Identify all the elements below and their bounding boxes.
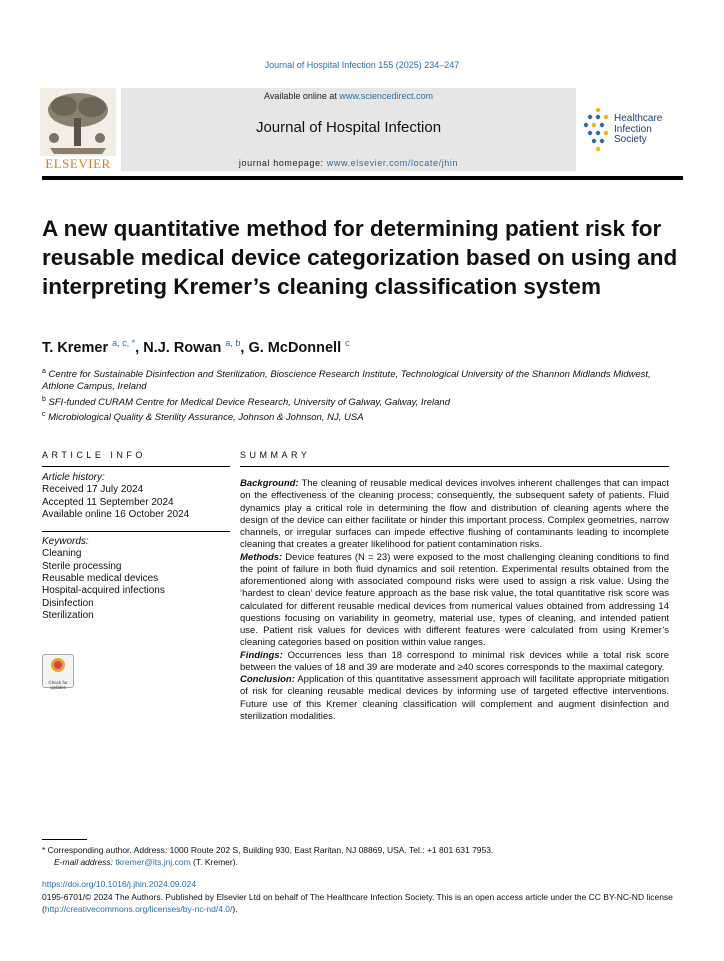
summary-body [240, 478, 669, 723]
elsevier-wordmark: ELSEVIER [45, 156, 111, 171]
header-rule [42, 176, 683, 180]
updates-icon [43, 655, 73, 675]
affiliation [42, 366, 682, 394]
society-name-line: Infection [614, 123, 652, 135]
available-prefix: Available online at [264, 91, 340, 101]
license-link[interactable]: http://creativecommons.org/licenses/by-nc-nd/4.0/ [44, 904, 233, 914]
keyword: Sterile processing [42, 560, 122, 572]
methods-text: Device features (N = 23) were exposed to the most challenging cleaning conditions to find the point of failure in both fluid dynamics and soil retention. Experimental results obtained from the aforementioned along with associated compound risks were used to assign a risk value. Using the ‘hardest to clean’ device feature approach as the base risk value, the total quantitative risk score was calculated for different reusable medical devices from numerical values obtained from addressing 14 questions focusing on variability in geometry, material use, types of cleaning, and intended patient use. Patient risk values for devices with different features were calculated from using Kremer’s cleaning categories based on position within value ranges. [240, 551, 669, 649]
article-info-heading: ARTICLE INFO [42, 450, 146, 460]
license-prefix: 0195-6701/© 2024 The Authors. Published by Elsevier Ltd on behalf of The Healthcare Infection Society. This is an open access article under the CC BY-NC-ND license ( [42, 892, 673, 914]
affiliations [42, 366, 682, 425]
findings-label: Findings: [240, 649, 283, 661]
article-info-rule [42, 466, 230, 467]
author-sup[interactable]: c [345, 338, 350, 348]
background-text: The cleaning of reusable medical devices involves inherent challenges that can impact on the effectiveness of the cleaning process; consequently, the subsequent safety of patients. Fluid dynamics play a critical role in determining the flow and distribution of cleaning agents where the design of the device can either facilitate or hinder this important process. Complex geometries, narrow channels, or irregular surfaces can impede effective flushing of contaminants leading to incomplete cleaning that creates a greater likelihood for patient contamination risks. [240, 478, 669, 551]
elsevier-logo [40, 88, 116, 172]
article-title: A new quantitative method for determining patient risk for reusable medical device categorization based on using and interpreting Kremer’s cleaning classification system [42, 216, 678, 299]
author-name[interactable]: G. McDonnell [248, 339, 342, 356]
findings-text: Occurrences less than 18 correspond to minimal risk devices while a total risk score between the values of 18 and 39 are moderate and ≥40 scores corresponds to the maximal category. [240, 649, 669, 673]
methods-label: Methods: [240, 551, 283, 563]
email-link[interactable]: tkremer@its.jnj.com [115, 857, 191, 867]
badge-label: Check for updates [48, 680, 68, 690]
homepage-prefix: journal homepage: [238, 158, 327, 168]
keyword: Disinfection [42, 597, 94, 609]
sciencedirect-link[interactable]: www.sciencedirect.com [339, 91, 433, 101]
keyword: Reusable medical devices [42, 573, 159, 585]
journal-homepage [121, 158, 576, 168]
summary-rule [240, 466, 669, 467]
keyword: Cleaning [42, 548, 82, 560]
accepted-date: Accepted 11 September 2024 [42, 496, 174, 508]
keyword: Sterilization [42, 609, 94, 621]
society-logo [582, 106, 682, 154]
summary-findings [240, 650, 669, 675]
corresponding-footnote [42, 844, 682, 868]
author-sup[interactable]: a, c, * [112, 338, 136, 348]
conclusion-text: Application of this quantitative assessment approach will facilitate appropriate mitigation of risk for cleaning reusable medical devices by informing use of targeted effective interventions. Future use of this Kremer cleaning classification will complement and augment disinfection and sterilization modalities. [240, 674, 669, 722]
author-list: T. Kremer $^{a, c, *}$, N.J. Rowan $^{a, b}$, G. McDonnell $^c$ [42, 338, 350, 356]
email-label: E-mail address: [54, 857, 114, 867]
author-name[interactable]: T. Kremer [42, 339, 109, 356]
corresponding-author: * Corresponding author. Address: 1000 Route 202 S, Building 930, East Raritan, NJ 08869, USA. Tel.: +1 801 631 7953. [42, 845, 494, 855]
summary-conclusion [240, 674, 669, 723]
affiliation-text: Microbiological Quality & Sterility Assurance, Johnson & Johnson, NJ, USA [48, 412, 364, 424]
affiliation-sup: c [42, 411, 46, 419]
journal-title: Journal of Hospital Infection [255, 119, 442, 136]
author-name[interactable]: N.J. Rowan [143, 339, 222, 356]
article-info [42, 472, 230, 622]
affiliation-sup: b [42, 395, 46, 403]
society-name-line: Society [614, 134, 647, 145]
affiliation [42, 394, 682, 409]
society-dots-icon [582, 106, 612, 154]
license-suffix: ). [232, 904, 238, 914]
received-date: Received 17 July 2024 [42, 484, 144, 496]
email-line [42, 856, 682, 868]
affiliation-sup: a [42, 368, 46, 375]
author-sup[interactable]: a, b [225, 338, 241, 348]
summary-methods [240, 552, 669, 650]
background-label: Background: [240, 478, 299, 489]
license-text [42, 891, 682, 915]
society-name-line: Healthcare [614, 113, 663, 124]
summary-background [240, 478, 669, 552]
affiliation-text: SFI-funded CURAM Centre for Medical Device Research, University of Galway, Galway, Ireland [48, 396, 450, 408]
history-label: Article history: [42, 472, 105, 483]
keywords-rule [42, 531, 230, 532]
journal-reference: Journal of Hospital Infection 155 (2025) 234–247 [264, 60, 460, 70]
summary-heading: SUMMARY [240, 450, 311, 460]
affiliation [42, 409, 682, 424]
email-suffix: (T. Kremer). [190, 857, 238, 867]
available-online [121, 91, 576, 101]
available-date: Available online 16 October 2024 [42, 508, 190, 520]
footnote-rule [42, 839, 87, 840]
conclusion-label: Conclusion: [240, 674, 295, 685]
doi-link[interactable]: https://doi.org/10.1016/j.jhin.2024.09.024 [42, 879, 197, 889]
check-for-updates-button[interactable] [42, 654, 74, 688]
keyword: Hospital-acquired infections [42, 585, 165, 597]
keywords-label: Keywords: [42, 536, 89, 548]
homepage-link[interactable]: www.elsevier.com/locate/jhin [326, 158, 459, 168]
affiliation-text: Centre for Sustainable Disinfection and Sterilization, Bioscience Research Institute, Technological University of the Shannon Midlands Midwest, Athlone Campus, Ireland [42, 369, 651, 393]
